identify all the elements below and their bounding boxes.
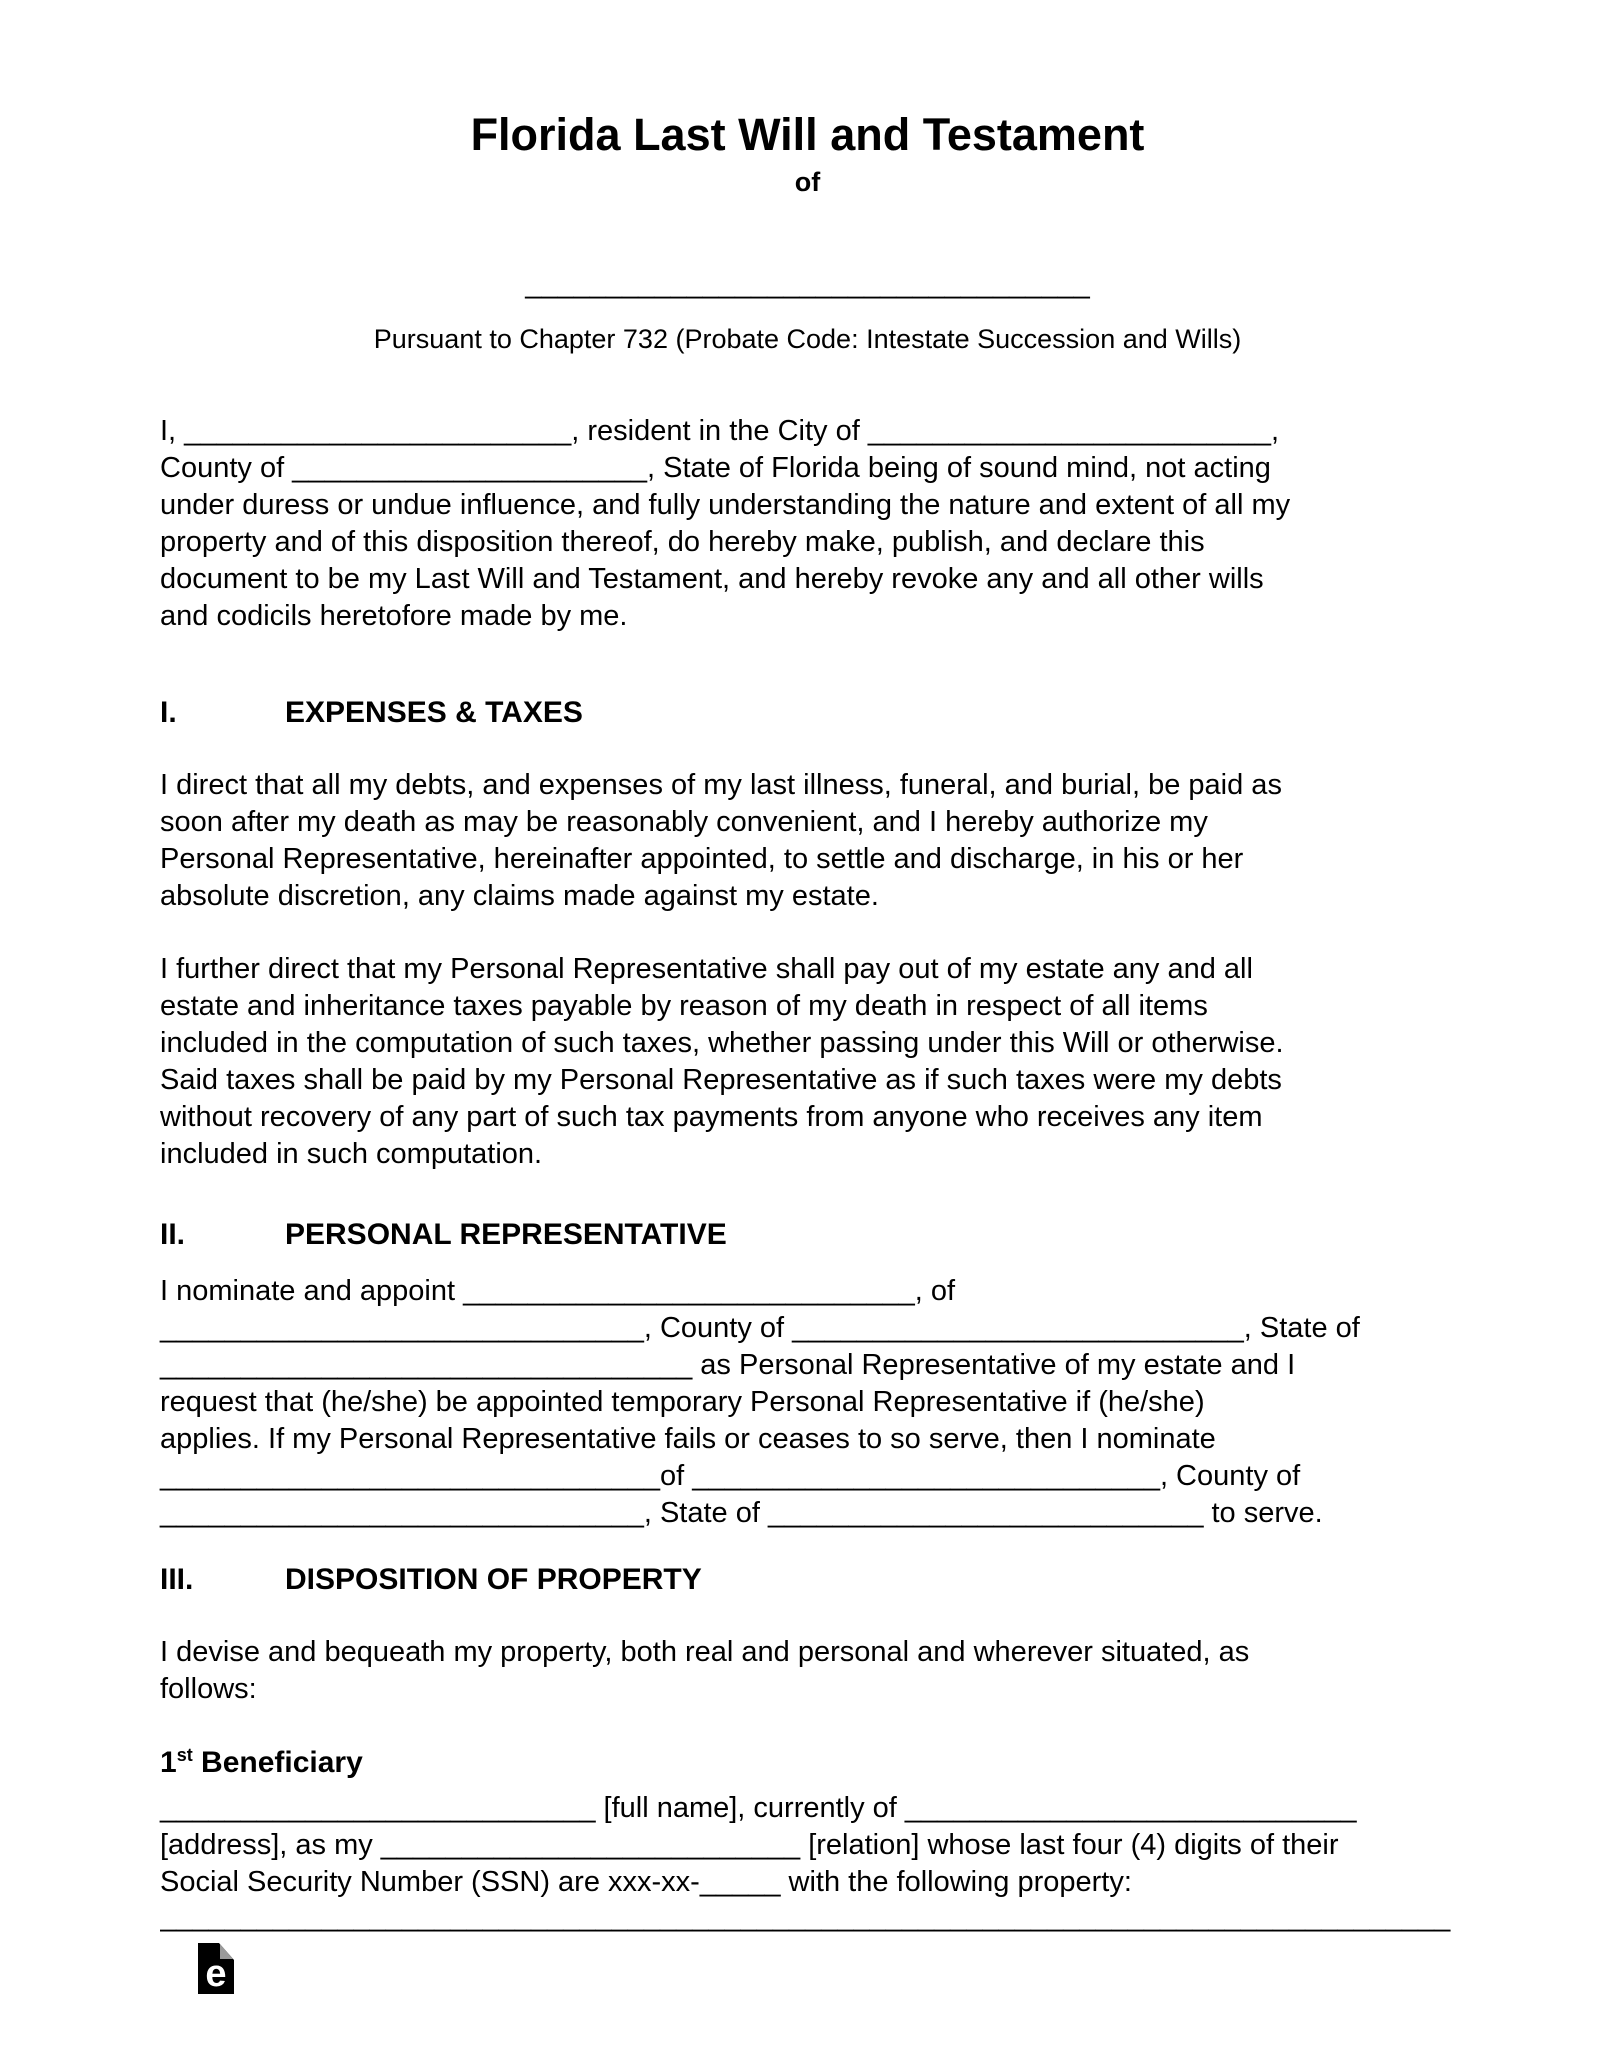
- text-line: I direct that all my debts, and expenses of my last illness, funeral, and burial, be paid as: [160, 769, 1282, 801]
- text-line: request that (he/she) be appointed temporary Personal Representative if (he/she): [160, 1386, 1205, 1418]
- section-heading-personal-representative: [160, 1215, 1455, 1255]
- text-line: Personal Representative, hereinafter appointed, to settle and discharge, in his or her: [160, 843, 1244, 875]
- testator-name-blank: ___________________________________: [525, 268, 1090, 300]
- text-line: absolute discretion, any claims made against my estate.: [160, 880, 879, 912]
- text-line: I, ________________________, resident in the City of _________________________,: [160, 415, 1280, 447]
- text-line: Said taxes shall be paid by my Personal Representative as if such taxes were my debts: [160, 1064, 1282, 1096]
- section-number: III.: [160, 1563, 194, 1596]
- disposition-paragraph: [160, 1634, 1455, 1708]
- property-blank-line: ________________________________________________________________________________: [160, 1901, 1451, 1933]
- text-line: document to be my Last Will and Testament, and hereby revoke any and all other wills: [160, 563, 1264, 595]
- document-title: Florida Last Will and Testament: [470, 109, 1145, 160]
- text-line: under duress or undue influence, and fully understanding the nature and extent of all my: [160, 489, 1291, 521]
- section-heading-disposition-of-property: [160, 1560, 1455, 1600]
- text-line: and codicils heretofore made by me.: [160, 600, 628, 632]
- text-line: soon after my death as may be reasonably convenient, and I hereby authorize my: [160, 806, 1208, 838]
- document-subtitle: of: [794, 167, 821, 197]
- text-line: _______________________________of _____________________________, County of: [160, 1460, 1301, 1492]
- expenses-paragraph-2: [160, 951, 1455, 1173]
- text-line: ______________________________, County of ____________________________, State of: [160, 1312, 1360, 1344]
- text-line: _________________________________ as Personal Representative of my estate and I: [160, 1349, 1296, 1381]
- text-line: County of ______________________, State of Florida being of sound mind, not acting: [160, 452, 1271, 484]
- eforms-logo: [198, 1943, 234, 1994]
- text-line: ______________________________, State of ___________________________ to serve.: [160, 1497, 1323, 1529]
- text-line: [address], as my __________________________ [relation] whose last four (4) digits of their: [160, 1829, 1339, 1861]
- eforms-logo-letter: e: [205, 1953, 227, 1995]
- text-line: I devise and bequeath my property, both real and personal and wherever situated, as: [160, 1636, 1250, 1668]
- section-title: EXPENSES & TAXES: [285, 696, 583, 729]
- text-line: I further direct that my Personal Representative shall pay out of my estate any and all: [160, 953, 1253, 985]
- text-line: estate and inheritance taxes payable by reason of my death in respect of all items: [160, 990, 1208, 1022]
- text-line: included in the computation of such taxes, whether passing under this Will or otherwise.: [160, 1027, 1284, 1059]
- first-beneficiary-paragraph: [160, 1790, 1455, 1901]
- section-title: PERSONAL REPRESENTATIVE: [285, 1218, 727, 1251]
- text-line: follows:: [160, 1673, 257, 1705]
- opening-paragraph: [160, 413, 1455, 635]
- expenses-paragraph-1: [160, 767, 1455, 915]
- text-line: property and of this disposition thereof, do hereby make, publish, and declare this: [160, 526, 1205, 558]
- text-line: ___________________________ [full name], currently of ____________________________: [160, 1792, 1357, 1824]
- beneficiary-ordinal: st: [176, 1745, 193, 1765]
- first-beneficiary-heading: [160, 1736, 1455, 1782]
- section-number: I.: [160, 696, 177, 729]
- section-title: DISPOSITION OF PROPERTY: [285, 1563, 702, 1596]
- beneficiary-number: 1: [160, 1746, 177, 1779]
- text-line: I nominate and appoint ____________________________, of: [160, 1275, 956, 1307]
- text-line: included in such computation.: [160, 1138, 543, 1170]
- section-heading-expenses-taxes: [160, 693, 1455, 733]
- beneficiary-label: Beneficiary: [192, 1746, 363, 1779]
- text-line: applies. If my Personal Representative fails or ceases to so serve, then I nominate: [160, 1423, 1216, 1455]
- statute-reference: Pursuant to Chapter 732 (Probate Code: Intestate Succession and Wills): [373, 324, 1242, 354]
- section-number: II.: [160, 1218, 186, 1251]
- text-line: without recovery of any part of such tax payments from anyone who receives any item: [160, 1101, 1263, 1133]
- text-line: Social Security Number (SSN) are xxx-xx-_____ with the following property:: [160, 1866, 1132, 1898]
- personal-representative-paragraph: [160, 1273, 1455, 1532]
